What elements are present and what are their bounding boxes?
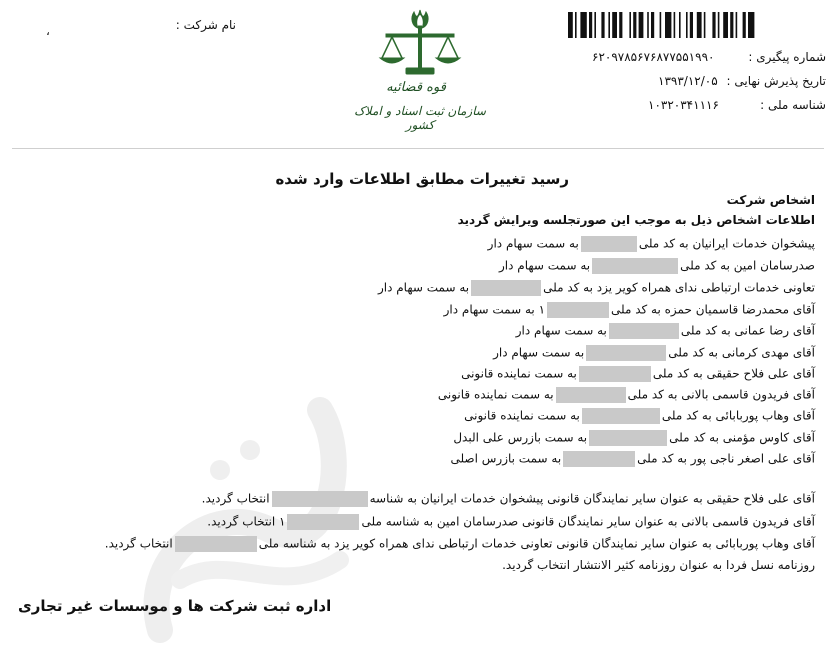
barcode-icon [568,12,826,38]
accept-date-value: ۱۳۹۳/۱۲/۰۵ [658,74,718,88]
redaction-box [175,536,257,552]
person-text: آقای محمدرضا قاسمیان حمزه به کد ملی [611,302,815,317]
decision-text: آقای فریدون قاسمی بالانی به عنوان سایر نمایندگان قانونی صدرسامان امین به شناسه ملی [361,514,815,529]
redaction-box [579,366,651,382]
decision-result: انتخاب گردید. [201,491,270,506]
redaction-box [589,430,667,446]
person-role: به سمت بازرس اصلی [450,451,562,466]
redaction-box [287,514,359,530]
redaction-box [563,451,635,467]
person-line [488,236,815,252]
person-text: آقای وهاب پوربابائی به کد ملی [661,408,815,423]
org-name-line1: قوه قضائیه [386,80,446,95]
person-role: به سمت سهام دار [515,323,607,338]
tracking-row [560,50,826,66]
person-text: آقای علی اصغر ناجی پور به کد ملی [637,451,815,466]
redaction-box [586,345,666,361]
person-text: آقای کاوس مؤمنی به کد ملی [669,430,815,445]
person-role: به سمت بازرس علی البدل [453,430,588,445]
tracking-label: شماره پیگیری : [748,50,826,64]
person-line [438,387,815,403]
person-text: آقای رضا عمانی به کد ملی [680,323,815,338]
person-role: به سمت سهام دار [377,280,470,295]
redaction-box [582,408,660,424]
person-role: به سمت نماینده قانونی [464,408,580,423]
accept-date-row [560,74,826,90]
person-role: به سمت نماینده قانونی [437,387,554,402]
redaction-box [547,302,609,318]
redaction-box [272,491,368,507]
person-text: پیشخوان خدمات ایرانیان به کد ملی [638,236,815,251]
redaction-box [556,387,626,403]
decision-line [502,558,815,572]
person-text: آقای علی فلاح حقیقی به کد ملی [652,366,815,381]
person-line [444,302,815,318]
person-text: صدرسامان امین به کد ملی [680,258,815,273]
redaction-box [592,258,678,274]
person-line [378,280,815,296]
national-id-value: ۱۰۳۲۰۳۴۱۱۱۶ [648,98,719,112]
decision-text: آقای علی فلاح حقیقی به عنوان سایر نمایندگان قانونی پیشخوان خدمات ایرانیان به شناسه [369,491,815,506]
national-id-row [560,98,826,114]
accept-date-label: تاریخ پذیرش نهایی : [726,74,826,88]
redaction-box [471,280,541,296]
company-name-row [40,18,236,38]
decision-text: آقای وهاب پوربابائی به عنوان سایر نمایندگان قانونی تعاونی خدمات ارتباطی ندای همراه کویر یزد به شناسه ملی [258,536,815,551]
person-role: به سمت سهام دار [493,345,585,360]
header-divider [12,148,824,149]
person-line [453,430,815,446]
section-subtitle: اطلاعات اشخاص ذیل به موجب این صورتجلسه ویرایش گردید [457,213,815,227]
person-text: تعاونی خدمات ارتباطی ندای همراه کویر یزد به کد ملی [543,280,815,295]
redaction-box [581,236,637,252]
person-role: به سمت سهام دار [499,258,591,273]
decision-line [207,514,815,530]
person-line [499,258,815,274]
person-role: ۱ به سمت سهام دار [443,302,546,317]
person-line [464,408,815,424]
decision-result: انتخاب گردید. [104,536,173,551]
person-text: آقای فریدون قاسمی بالانی به کد ملی [627,387,815,402]
section-title: اشخاص شرکت [726,193,815,207]
org-name-line2: سازمان ثبت اسناد و املاک کشور [354,104,486,132]
decision-result: ۱ انتخاب گردید. [207,514,286,529]
decision-line [105,536,815,552]
redaction-box [609,323,679,339]
person-line [516,323,815,339]
company-name-label: نام شرکت : [175,18,236,32]
document-title: رسید تغییرات مطابق اطلاعات وارد شده [275,170,569,188]
tracking-value: ۶۲۰۹۷۸۵۶۷۶۸۷۷۵۵۱۹۹۰ [592,50,715,64]
decision-line [202,491,815,507]
office-name: اداره ثبت شرکت ها و موسسات غیر تجاری [18,597,332,615]
judiciary-emblem-icon [372,6,468,80]
person-line [493,345,815,361]
person-role: به سمت نماینده قانونی [461,366,577,381]
company-name-value: ، [46,24,50,38]
person-role: به سمت سهام دار [487,236,579,251]
person-line [461,366,815,382]
person-text: آقای مهدی کرمانی به کد ملی [668,345,815,360]
national-id-label: شناسه ملی : [760,98,826,112]
decision-text: روزنامه نسل فردا به عنوان روزنامه کثیر الانتشار انتخاب گردید. [502,558,815,572]
person-line [450,451,815,467]
